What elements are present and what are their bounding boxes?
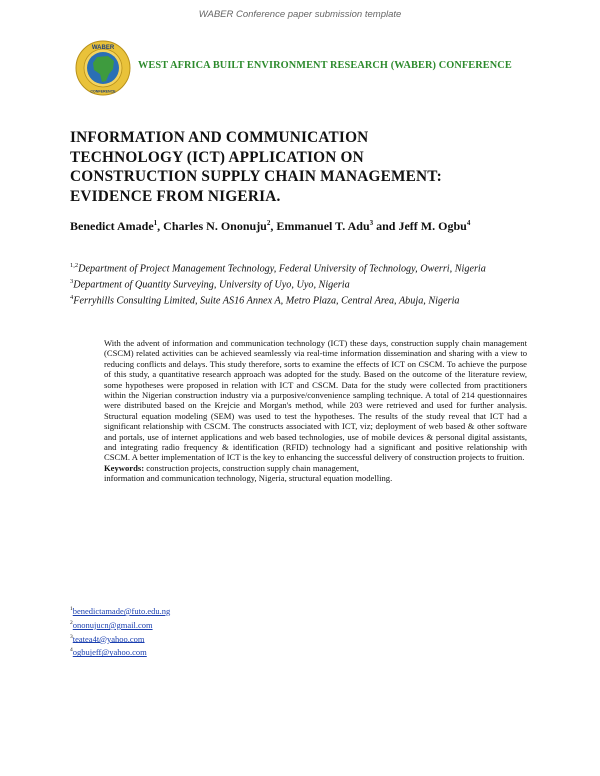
paper-title — [70, 128, 540, 206]
keywords-text: construction projects, construction supply chain management, — [144, 462, 359, 473]
email-link[interactable]: benedictamade@futo.edu.ng — [72, 605, 171, 616]
author-mark: 1 — [153, 219, 158, 227]
author-mark: 4 — [466, 219, 471, 227]
waber-logo — [75, 40, 131, 96]
footnote: $^1$benedictamade@futo.edu.ng — [70, 605, 171, 616]
affiliation: $^{1,2}$Department of Project Management Technology, Federal University of Technology, Owerri, Nigeria — [70, 262, 486, 275]
footnote: $^2$ononujucn@gmail.com — [70, 619, 153, 630]
email-link[interactable]: teatea4t@yahoo.com — [72, 633, 145, 644]
footnotes — [70, 603, 170, 658]
title-line: TECHNOLOGY (ICT) APPLICATION ON — [70, 148, 364, 166]
author-list: Benedict Amade$^1$, Charles N. Ononuju$^2$, Emmanuel T. Adu$^3$ and Jeff M. Ogbu$^4$ — [70, 219, 471, 233]
author-mark: 2 — [266, 219, 271, 227]
footnote: $^3$teatea4t@yahoo.com — [70, 633, 145, 644]
abstract — [104, 338, 527, 484]
logo-top-text: WABER — [91, 45, 115, 51]
title-line: EVIDENCE FROM NIGERIA. — [70, 187, 281, 205]
footnote: $^4$ogbujeff@yahoo.com — [70, 647, 147, 658]
title-line: INFORMATION AND COMMUNICATION — [70, 129, 369, 146]
title-line: CONSTRUCTION SUPPLY CHAIN MANAGEMENT: — [70, 168, 442, 185]
email-link[interactable]: ononujucn@gmail.com — [72, 619, 153, 630]
email-link[interactable]: ogbujeff@yahoo.com — [72, 647, 147, 658]
author-name: Jeff M. Ogbu — [398, 219, 467, 233]
keywords-continued: information and communication technology, Nigeria, structural equation modelling. — [104, 473, 393, 484]
author-name: Benedict Amade — [70, 219, 154, 233]
running-header: WABER Conference paper submission template — [198, 9, 402, 20]
keywords-label: Keywords: — [104, 462, 145, 473]
logo-bottom-text: CONFERENCE — [90, 89, 116, 94]
author-name: Emmanuel T. Adu — [276, 219, 370, 233]
keywords — [104, 463, 527, 473]
author-mark: 3 — [369, 219, 374, 227]
affiliations — [70, 260, 540, 308]
affiliation: $^3$Department of Quantity Surveying, University of Uyo, Uyo, Nigeria — [70, 277, 350, 291]
abstract-text: With the advent of information and communication technology (ICT) these days, construction supply chain management (CSCM) related activities can be achieved seamlessly via real-time information dissemination and sharing with a view to reducing conflicts and delays. This study therefore, sorts to examine the effects of ICT on CSCM. To achieve the purpose of this study, a quantitative research approach was adopted for the study. Based on the outcome of the literature review, some hypotheses were proposed in relation with ICT and CSCM. Data for the study were collected from practitioners within the Nigerian construction industry via a purposive/convenience sampling technique. A total of 214 questionnaires were distributed based on the Krejcie and Morgan's method, while 203 were retrieved and used for further analysis. Structural equation modeling (SEM) was used to test the hypotheses. The results of the study reveal that ICT had a significant relationship with CSCM. The constructs associated with ICT, viz; deployment of web based & other software and portals, use of internet applications and web based technologies, use of mobile devices & personal digital assistants, and integrating radio frequency & identification (RFID) technology had a significant and positive relationship with CSCM. A better implementation of ICT is the key to enhancing the successful delivery of construction projects to fruition. — [104, 338, 527, 463]
affiliation: $^4$Ferryhills Consulting Limited, Suite AS16 Annex A, Metro Plaza, Central Area, Abuja, Nigeria — [70, 293, 460, 307]
author-name: Charles N. Ononuju — [163, 219, 267, 233]
conference-title: WEST AFRICA BUILT ENVIRONMENT RESEARCH (WABER) CONFERENCE — [138, 60, 512, 71]
